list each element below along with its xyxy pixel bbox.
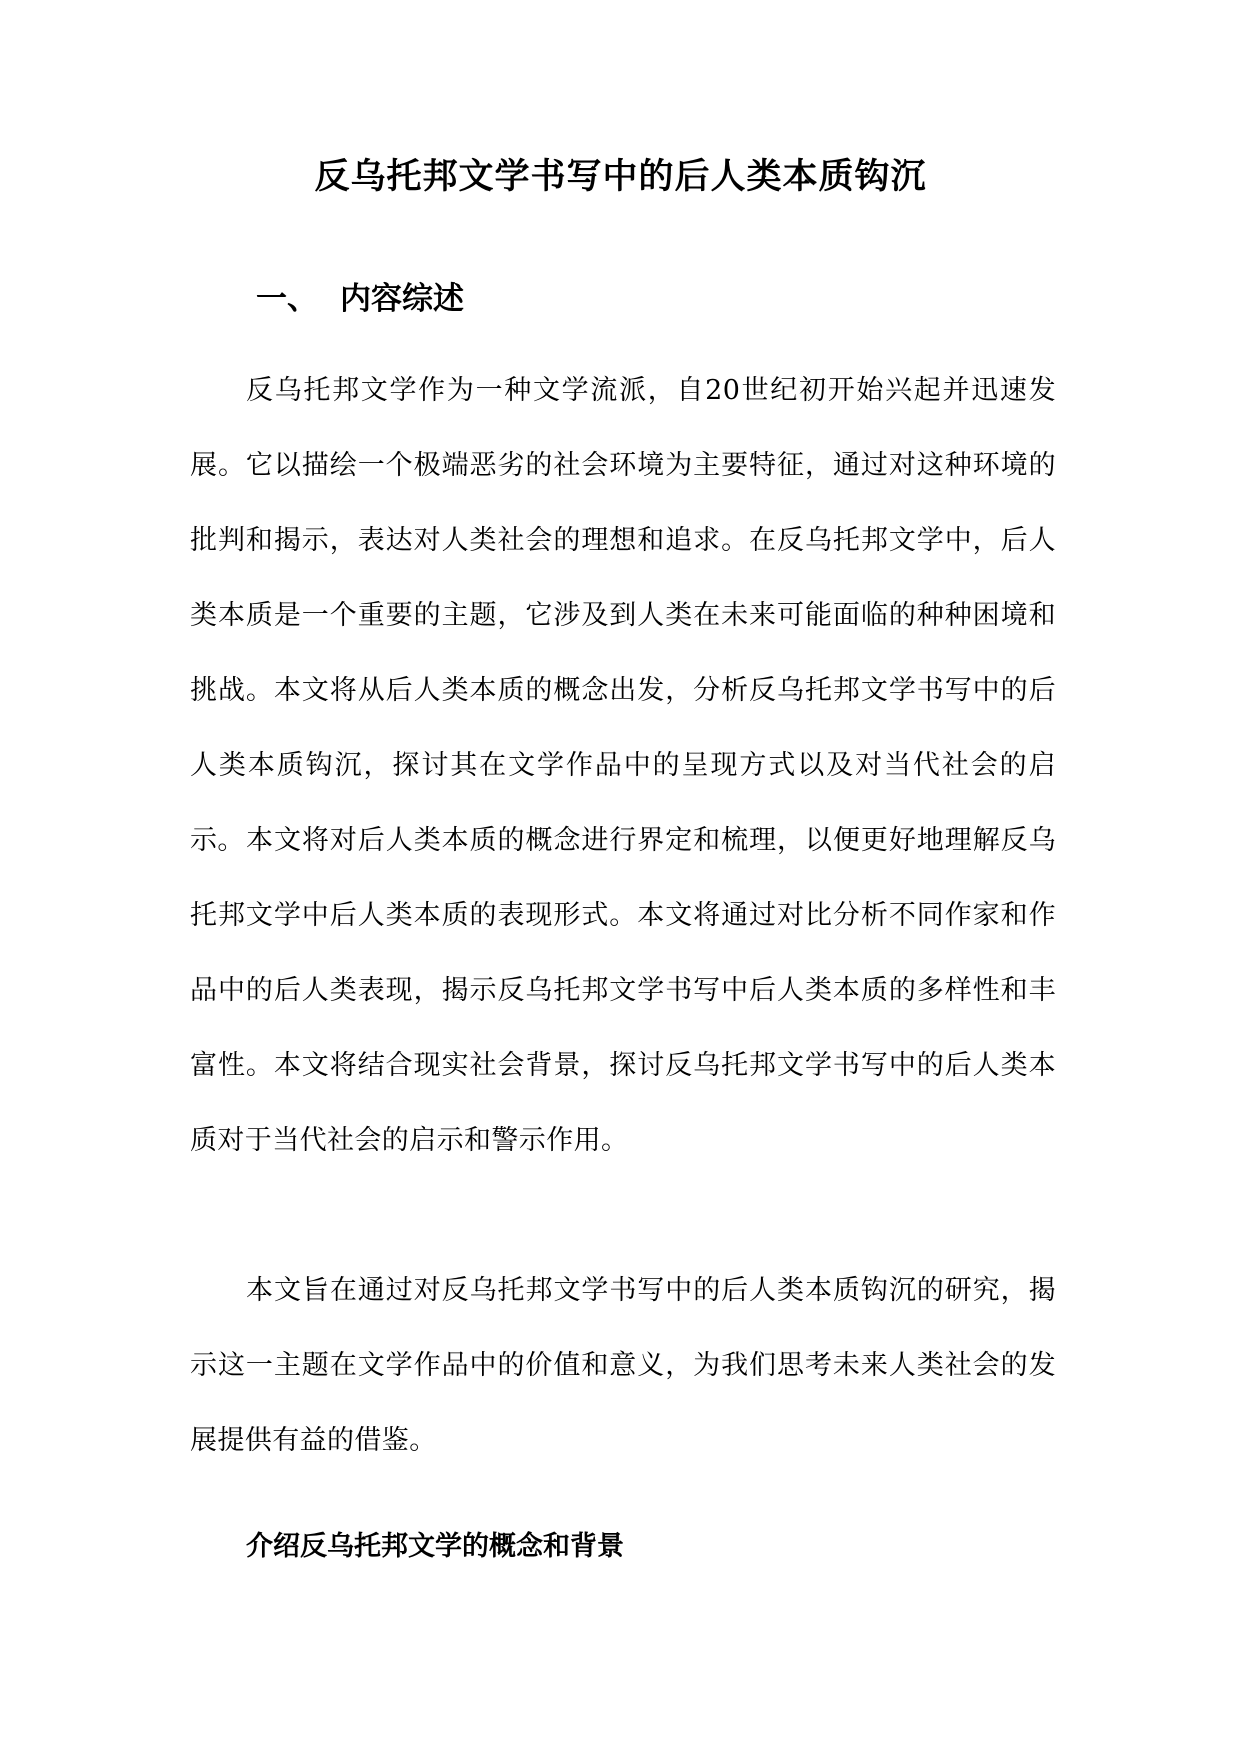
section-number: 一、 <box>256 281 318 317</box>
document-title: 反乌托邦文学书写中的后人类本质钩沉 <box>314 156 927 197</box>
section-heading <box>256 276 464 322</box>
paragraph-3: 本文旨在通过对反乌托邦文学书写中的后人类本质钩沉的研究，揭示这一主题在文学作品中的价值和意义，为我们思考未来人类社会的发展提供有益的借鉴。 <box>190 1275 1056 1456</box>
section-title: 内容综述 <box>340 281 464 317</box>
subsection-heading: 介绍反乌托邦文学的概念和背景 <box>246 1531 624 1562</box>
paragraph-2: 本文将对后人类本质的概念进行界定和梳理，以便更好地理解反乌托邦文学中后人类本质的表现形式。本文将通过对比分析不同作家和作品中的后人类表现，揭示反乌托邦文学书写中后人类本质的多样性和丰富性。本文将结合现实社会背景，探讨反乌托邦文学书写中的后人类本质对于当代社会的启示和警示作用。 <box>190 825 1056 1156</box>
paragraph-1: 反乌托邦文学作为一种文学流派，自20世纪初开始兴起并迅速发展。它以描绘一个极端恶劣的社会环境为主要特征，通过对这种环境的批判和揭示，表达对人类社会的理想和追求。在反乌托邦文学中，后人类本质是一个重要的主题，它涉及到人类在未来可能面临的种种困境和挑战。本文将从后人类本质的概念出发，分析反乌托邦文学书写中的后人类本质钩沉，探讨其在文学作品中的呈现方式以及对当代社会的启示。 <box>190 375 1056 856</box>
